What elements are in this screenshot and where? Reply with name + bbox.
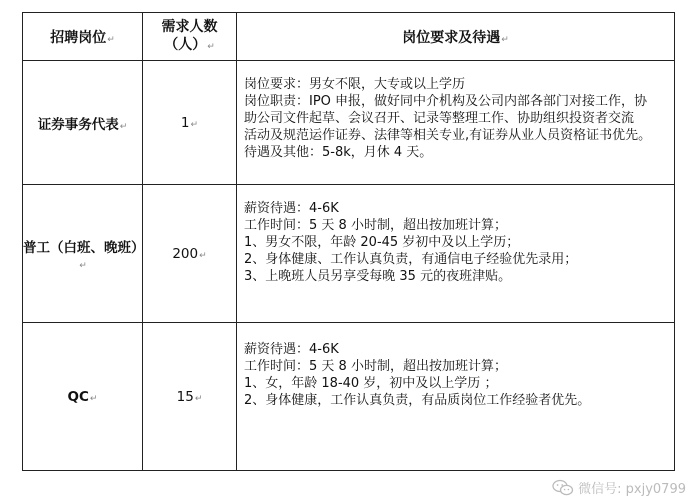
header-count: 需求人数 （人）↵ [143,13,237,61]
requirement-line: 工作时间：5 天 8 小时制，超出按加班计算； [244,218,507,233]
requirement-line: 助公司文件起草、会议召开、记录等整理工作、协助组织投资者交流 [244,111,635,126]
requirement-line: 岗位职责：IPO 申报，做好同中介机构及公司内部各部门对接工作，协 [244,94,648,109]
header-position: 招聘岗位↵ [23,13,143,61]
count-cell: 15↵ [143,323,237,471]
requirement-line: 3、上晚班人员另享受每晚 35 元的夜班津贴。 [244,269,512,284]
header-count-line2: （人） [164,36,207,53]
watermark-text: 微信号: pxjy0799 [578,482,686,497]
position-cell: 普工（白班、晚班）↵ [23,185,143,323]
requirement-line: 薪资待遇：4-6K [244,201,339,216]
header-requirements: 岗位要求及待遇↵ [237,13,675,61]
requirement-line: 工作时间：5 天 8 小时制，超出按加班计算； [244,359,507,374]
table-row [23,185,675,323]
position-cell: 证券事务代表↵ [23,61,143,185]
requirement-line: 待遇及其他：5-8k，月休 4 天。 [244,145,433,160]
requirement-line: 活动及规范运作证券、法律等相关专业,有证券从业人员资格证书优先。 [244,128,652,143]
watermark [552,478,686,497]
position-cell: QC↵ [23,323,143,471]
requirement-line: 薪资待遇：4-6K [244,342,339,357]
header-row [23,13,675,61]
requirements-cell [237,185,675,323]
requirement-line: 1、女，年龄 18-40 岁，初中及以上学历 ； [244,376,498,391]
count-cell: 200↵ [143,185,237,323]
table-row [23,323,675,471]
requirement-line: 岗位要求：男女不限，大专或以上学历 [244,77,466,92]
requirement-line: 2、身体健康、工作认真负责，有通信电子经验优先录用； [244,252,578,267]
requirements-cell [237,323,675,471]
requirement-line: 2、身体健康，工作认真负责，有品质岗位工作经验者优先。 [244,393,591,408]
recruitment-table [22,12,675,471]
wechat-icon [552,479,574,497]
requirements-cell [237,61,675,185]
header-count-line1: 需求人数 [161,18,218,35]
requirement-line: 1、男女不限，年龄 20-45 岁初中及以上学历； [244,235,520,250]
table-row [23,61,675,185]
count-cell: 1↵ [143,61,237,185]
